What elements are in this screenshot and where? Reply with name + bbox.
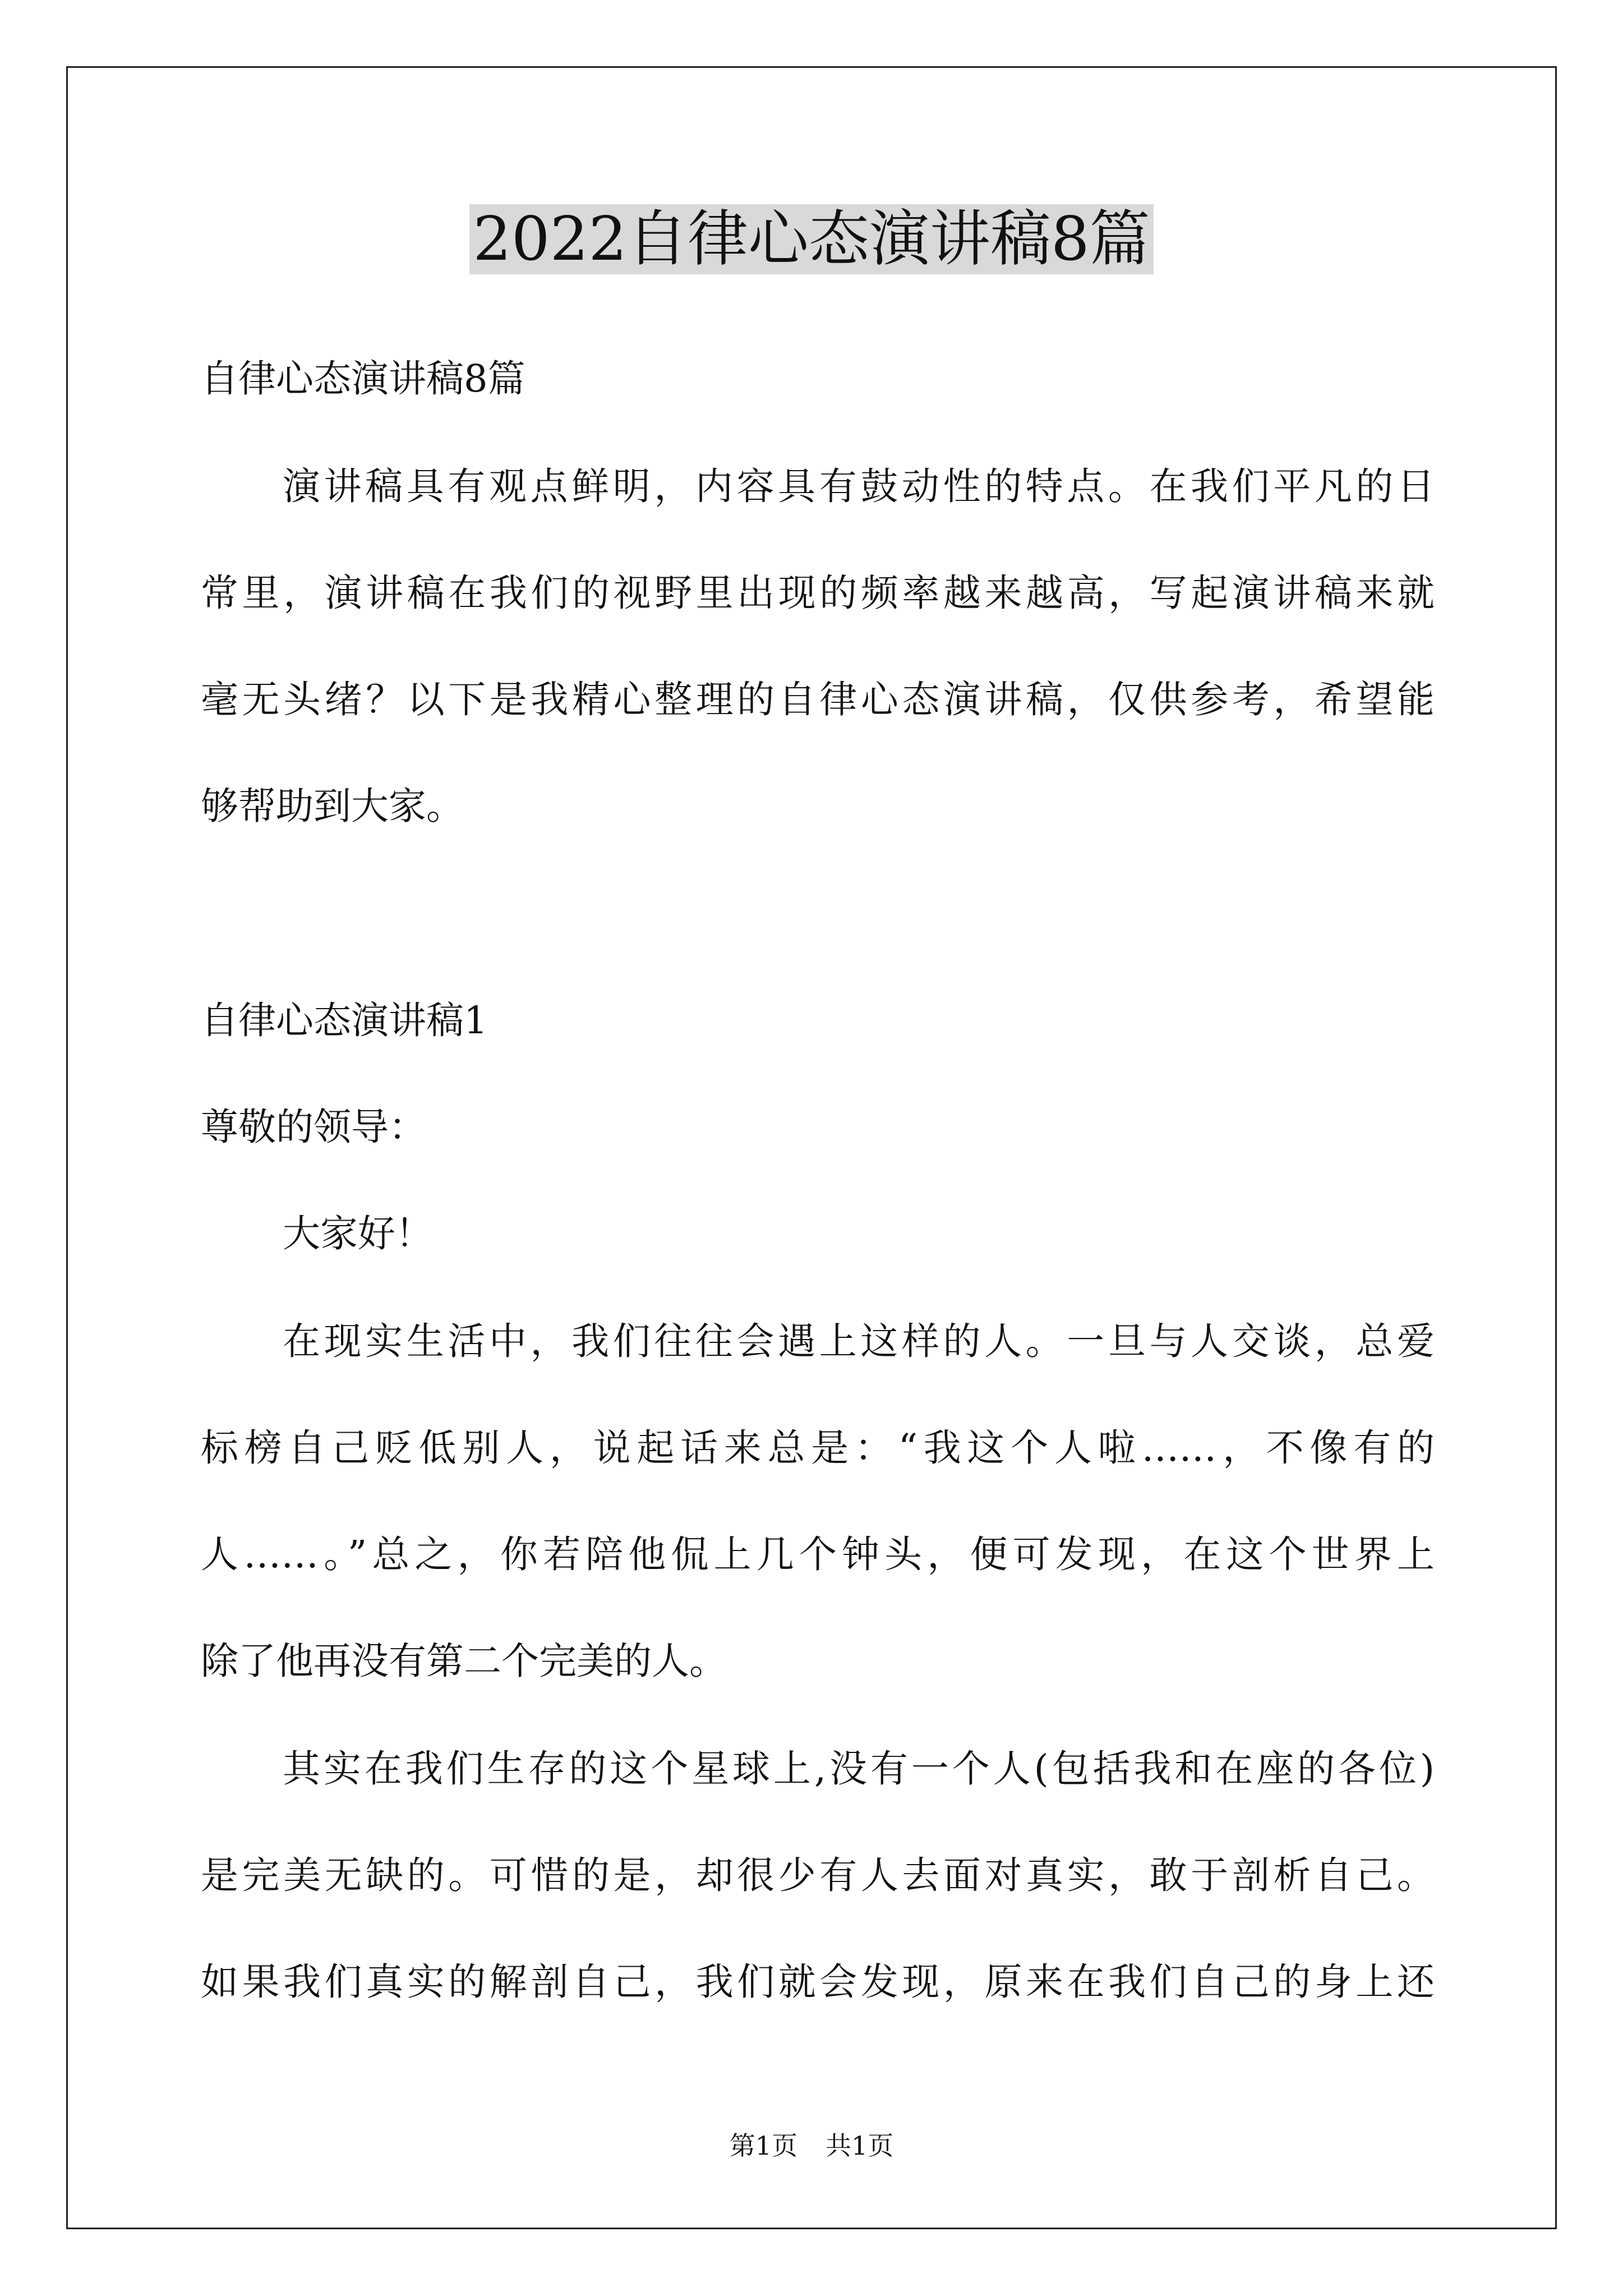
intro-line: 演讲稿具有观点鲜明，内容具有鼓动性的特点。在我们平凡的日	[283, 464, 1435, 508]
intro-line: 够帮助到大家。	[201, 784, 464, 828]
page-total: 共1页	[826, 2131, 894, 2161]
document-title: 2022自律心态演讲稿8篇	[0, 197, 1623, 282]
page-number: 第1页	[729, 2131, 797, 2161]
paragraph-line: 如果我们真实的解剖自己，我们就会发现，原来在我们自己的身上还	[201, 1960, 1435, 2004]
section-heading: 自律心态演讲稿1	[201, 999, 488, 1042]
paragraph-line: 标榜自己贬低别人，说起话来总是：“我这个人啦……，不像有的	[201, 1426, 1435, 1470]
greeting: 大家好！	[283, 1212, 433, 1255]
subtitle: 自律心态演讲稿8篇	[201, 357, 525, 401]
paragraph-line: 人……。”总之，你若陪他侃上几个钟头，便可发现，在这个世界上	[201, 1533, 1435, 1576]
intro-line: 常里，演讲稿在我们的视野里出现的频率越来越高，写起演讲稿来就	[201, 571, 1435, 615]
paragraph-line: 其实在我们生存的这个星球上,没有一个人(包括我和在座的各位)	[283, 1747, 1435, 1791]
intro-line: 毫无头绪？以下是我精心整理的自律心态演讲稿，仅供参考，希望能	[201, 678, 1435, 721]
page-footer	[0, 2129, 1623, 2162]
paragraph-line: 是完美无缺的。可惜的是，却很少有人去面对真实，敢于剖析自己。	[201, 1853, 1435, 1897]
paragraph-line: 除了他再没有第二个完美的人。	[201, 1639, 727, 1683]
paragraph-line: 在现实生活中，我们往往会遇上这样的人。一旦与人交谈，总爱	[283, 1319, 1435, 1363]
salutation: 尊敬的领导：	[201, 1105, 426, 1149]
